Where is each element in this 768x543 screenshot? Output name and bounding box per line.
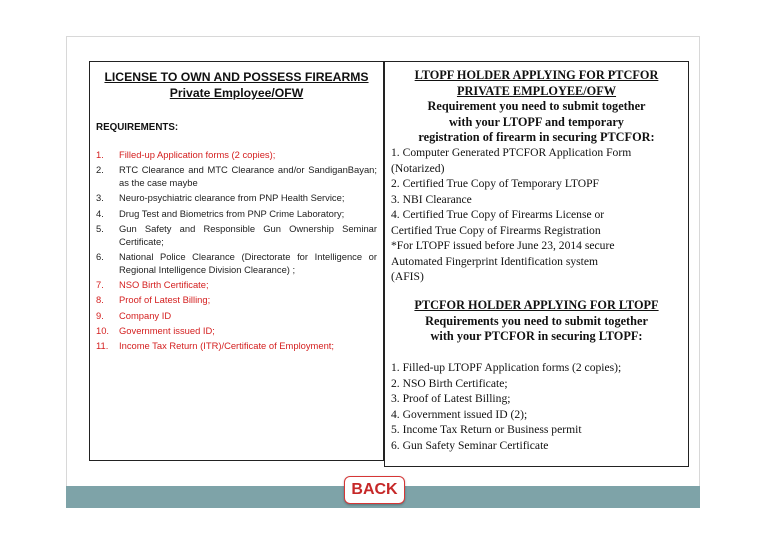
list-item: 6. Gun Safety Seminar Certificate [391,438,549,452]
requirement-text: Neuro-psychiatric clearance from PNP Health Service; [119,192,345,204]
requirement-number: 6. [96,251,104,263]
requirement-text: RTC Clearance and MTC Clearance and/or SandiganBayan; as the case maybe [119,164,377,189]
requirement-text: Filled-up Application forms (2 copies); [119,149,276,160]
list-item: Certified True Copy of Firearms Registration [391,223,601,237]
ptcfor-ltopf-panel [384,61,689,467]
back-button[interactable]: BACK [344,476,405,504]
section1-list [391,145,686,285]
requirement-item [96,192,377,205]
section1-subtitle-line3: registration of firearm in securing PTCFOR: [418,130,655,144]
requirements-list [96,149,377,356]
requirement-item [96,325,377,338]
requirement-item [96,149,377,162]
requirement-number: 10. [96,325,110,337]
requirement-number: 2. [96,164,104,176]
left-title-line1: LICENSE TO OWN AND POSSESS FIREARMS [104,70,369,84]
list-item: 2. NSO Birth Certificate; [391,376,508,390]
section2-subtitle-line2: with your PTCFOR in securing LTOPF: [430,329,643,343]
requirement-item [96,340,377,353]
section1-title-line2: PRIVATE EMPLOYEE/OFW [456,83,617,98]
list-item: 4. Government issued ID (2); [391,407,528,421]
requirement-text: Proof of Latest Billing; [119,294,211,306]
left-title-line2: Private Employee/OFW [169,86,304,100]
requirement-text: National Police Clearance (Directorate for Intelligence or Regional Intelligence Division Clearance) ; [119,251,377,275]
requirement-number: 8. [96,294,104,306]
list-item: 1. Computer Generated PTCFOR Application Form [391,146,632,159]
section2-subtitle-line1: Requirements you need to submit together [425,313,648,328]
section1-subtitle-line1: Requirement you need to submit together [427,99,646,113]
requirement-item [96,208,377,221]
requirement-item [96,279,377,292]
list-item: 4. Certified True Copy of Firearms License or [391,208,605,221]
requirement-text: NSO Birth Certificate; [119,279,209,291]
requirements-label: REQUIREMENTS: [96,122,179,133]
requirement-text: Company ID [119,309,172,321]
list-item: (AFIS) [391,270,424,283]
requirement-item [96,223,377,249]
requirement-number: 9. [96,309,104,321]
requirement-item [96,294,377,307]
section2-title: PTCFOR HOLDER APPLYING FOR LTOPF [414,298,659,312]
ltopf-requirements-panel [89,61,384,461]
requirement-number: 4. [96,207,104,219]
list-item: 3. NBI Clearance [391,192,472,206]
requirement-item [96,251,377,277]
section2-heading [385,298,688,345]
requirement-item [96,164,377,190]
left-panel-title [90,69,383,101]
section1-heading [385,68,688,146]
list-item: 3. Proof of Latest Billing; [391,392,511,405]
requirement-number: 3. [96,192,104,204]
list-item: 2. Certified True Copy of Temporary LTOPF [391,177,599,190]
requirement-number: 7. [96,279,104,291]
requirement-item [96,310,377,323]
requirement-text: Government issued ID; [119,325,215,337]
list-item: Automated Fingerprint Identification system [391,254,599,268]
list-item: *For LTOPF issued before June 23, 2014 secure [391,239,615,252]
section1-title-line1: LTOPF HOLDER APPLYING FOR PTCFOR [414,68,659,82]
requirement-text: Income Tax Return (ITR)/Certificate of Employment; [119,340,335,352]
section1-subtitle-line2: with your LTOPF and temporary [449,114,624,129]
requirement-number: 5. [96,222,104,234]
requirement-number: 1. [96,149,104,160]
list-item: 1. Filled-up LTOPF Application forms (2 copies); [391,361,622,374]
section2-list [391,360,686,453]
list-item: 5. Income Tax Return or Business permit [391,423,582,436]
requirement-text: Gun Safety and Responsible Gun Ownership Seminar Certificate; [119,222,377,247]
requirement-text: Drug Test and Biometrics from PNP Crime Laboratory; [119,207,345,219]
requirement-number: 11. [96,340,109,352]
list-item: (Notarized) [391,161,445,175]
